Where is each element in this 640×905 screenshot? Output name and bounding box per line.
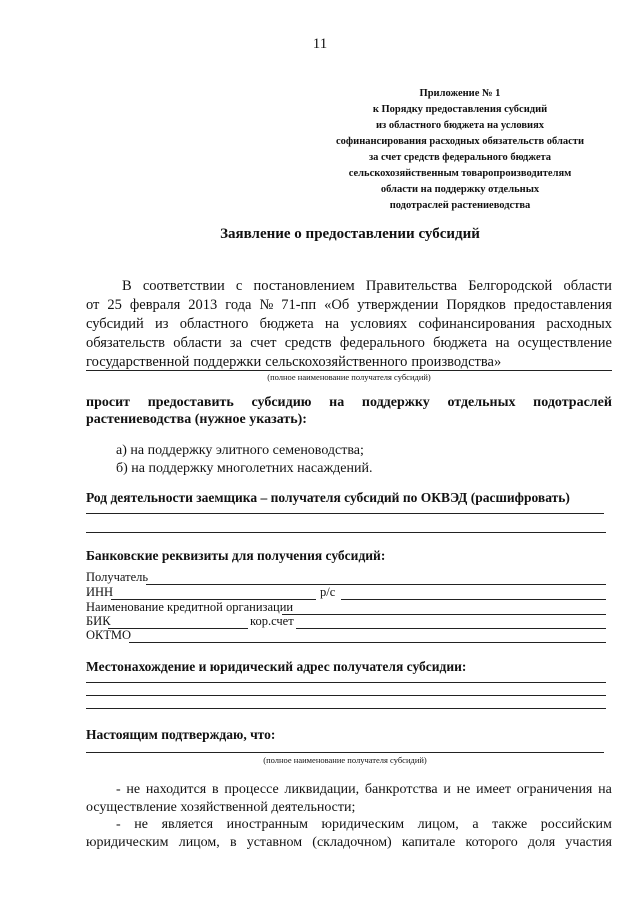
statement-2b-word: капитале: [401, 835, 456, 850]
request-word: на: [329, 395, 345, 410]
appendix-line: софинансирования расходных обязательств области: [335, 136, 585, 147]
intro-word: предоставления: [513, 297, 612, 313]
appendix-line: за счет средств федерального бюджета: [368, 152, 552, 163]
account-label: р/с: [320, 585, 336, 599]
intro-word: от: [86, 297, 100, 313]
appendix-line: из областного бюджета на условиях: [375, 120, 545, 131]
statement-1-line-1: [116, 782, 612, 798]
recipient-name-caption-2: (полное наименование получателя субсидий): [263, 755, 427, 765]
statement-1-word: банкротства: [364, 782, 438, 797]
statement-2-word: а: [472, 817, 479, 832]
statement-1-word: и: [443, 782, 451, 797]
intro-word: «Об: [324, 297, 350, 313]
statement-2b-word: в: [229, 835, 237, 850]
statement-2b-word: уставном: [246, 835, 303, 850]
intro-word: 71-пп: [281, 297, 317, 313]
appendix-line: Приложение № 1: [419, 88, 501, 99]
request-word: предоставить: [147, 395, 234, 410]
intro-line: [86, 296, 612, 315]
statement-2b-word: юридическим: [86, 835, 169, 850]
intro-word: софинансирования: [418, 316, 536, 332]
intro-word: В: [122, 278, 132, 294]
request-word: подотраслей: [533, 395, 612, 410]
oktmo-label: ОКТМО: [86, 628, 131, 642]
intro-word: соответствии: [142, 278, 225, 294]
corr-account-label: кор.счет: [250, 614, 294, 628]
intro-word: 2013: [188, 297, 218, 313]
appendix-line: области на поддержку отдельных: [380, 184, 540, 195]
statement-2-line-2: [86, 835, 612, 851]
intro-paragraph: [86, 277, 612, 372]
appendix-header: [300, 86, 620, 214]
intro-word: областного: [179, 316, 249, 332]
statement-1-line-2: осуществление хозяйственной деятельности;: [86, 800, 356, 815]
intro-word: Правительства: [365, 278, 458, 294]
statement-2-word: российским: [540, 817, 612, 832]
statement-2b-word: лицом,: [178, 835, 220, 850]
statement-2-word: юридическим: [321, 817, 405, 832]
intro-word: производства»: [411, 354, 502, 370]
statement-2-word: лицом,: [417, 817, 459, 832]
intro-word: обязательств: [86, 335, 165, 351]
statement-2-word: иностранным: [226, 817, 308, 832]
intro-word: года: [225, 297, 252, 313]
request-word: субсидию: [251, 395, 312, 410]
option-elite-seeds[interactable]: а) на поддержку элитного семеноводства;: [116, 443, 364, 458]
appendix-line: к Порядку предоставления субсидий: [372, 104, 548, 115]
intro-line: [86, 315, 612, 334]
account-field[interactable]: [341, 599, 606, 600]
intro-word: на: [324, 316, 340, 332]
intro-word: февраля: [129, 297, 181, 313]
address-line-2[interactable]: [86, 695, 606, 696]
intro-word: области: [563, 278, 612, 294]
intro-word: утверждении: [357, 297, 439, 313]
intro-word: на: [495, 335, 510, 351]
intro-line: [86, 277, 612, 296]
statement-2-word: -: [116, 817, 121, 832]
option-perennial-plantings[interactable]: б) на поддержку многолетних насаждений.: [116, 461, 373, 476]
intro-word: сельскохозяйственного: [265, 354, 408, 370]
statement-1-word: находится: [145, 782, 207, 797]
intro-word: счет: [250, 335, 277, 351]
statement-2-word: не: [134, 817, 148, 832]
bank-heading: Банковские реквизиты для получения субсидий:: [86, 548, 386, 563]
intro-word: постановлением: [253, 278, 355, 294]
recipient-name-line-2[interactable]: [86, 752, 604, 753]
address-heading: Местонахождение и юридический адрес получателя субсидии:: [86, 659, 467, 674]
corr-account-field[interactable]: [296, 628, 606, 629]
oktmo-field[interactable]: [129, 642, 606, 643]
intro-word: за: [229, 335, 243, 351]
recipient-label: Получатель: [86, 570, 149, 584]
intro-word: Белгородской: [468, 278, 553, 294]
statement-1-word: ограничения: [516, 782, 593, 797]
intro-word: бюджета: [259, 316, 314, 332]
recipient-name-line[interactable]: [86, 370, 612, 371]
request-word: поддержку: [361, 395, 430, 410]
intro-word: Порядков: [446, 297, 506, 313]
statement-1-word: ликвидации,: [284, 782, 360, 797]
intro-word: №: [259, 297, 274, 313]
recipient-field[interactable]: [146, 584, 606, 585]
document-title: Заявление о предоставлении субсидий: [220, 226, 480, 242]
intro-line: [86, 334, 612, 353]
address-line-3[interactable]: [86, 708, 606, 709]
request-word: просит: [86, 395, 131, 410]
okved-line-2[interactable]: [86, 532, 606, 533]
intro-word: поддержки: [193, 354, 262, 370]
statement-2-word: также: [492, 817, 528, 832]
statement-1-word: на: [598, 782, 612, 797]
intro-word: осуществление: [517, 335, 612, 351]
statement-2b-word: доля: [527, 835, 556, 850]
statement-1-word: имеет: [476, 782, 511, 797]
appendix-line: подотраслей растениеводства: [389, 200, 531, 211]
inn-label: ИНН: [86, 585, 114, 599]
statement-1-word: процессе: [224, 782, 279, 797]
page-number: 11: [312, 36, 328, 52]
okved-heading: Род деятельности заемщика – получателя субсидий по ОКВЭД (расшифровать): [86, 490, 570, 505]
bik-label: БИК: [86, 614, 111, 628]
statement-1-word: не: [126, 782, 141, 797]
intro-word: средств: [284, 335, 332, 351]
intro-word: с: [235, 278, 243, 294]
statement-1-word: -: [116, 782, 121, 797]
intro-word: субсидий: [86, 316, 144, 332]
address-line-1[interactable]: [86, 682, 606, 683]
intro-word: условиях: [350, 316, 408, 332]
request-line-2: растениеводства (нужное указать):: [86, 412, 307, 427]
intro-word: государственной: [86, 354, 190, 370]
okved-line-1[interactable]: [86, 513, 604, 514]
statement-2b-word: (складочном): [312, 835, 392, 850]
intro-word: области: [173, 335, 222, 351]
statement-1-word: не: [456, 782, 471, 797]
statement-1-word: в: [211, 782, 219, 797]
statement-2b-word: участия: [565, 835, 612, 850]
statement-2-word: является: [161, 817, 214, 832]
credit-org-label: Наименование кредитной организации: [86, 600, 294, 614]
statement-2-line-1: [116, 817, 612, 833]
intro-word: федерального: [339, 335, 425, 351]
intro-word: из: [155, 316, 169, 332]
intro-word: бюджета: [433, 335, 488, 351]
appendix-line: сельскохозяйственным товаропроизводителям: [348, 168, 572, 179]
credit-org-field[interactable]: [282, 614, 606, 615]
request-line: [86, 395, 612, 411]
recipient-name-caption: (полное наименование получателя субсидий): [267, 372, 431, 382]
statement-2b-word: которого: [465, 835, 518, 850]
confirm-heading: Настоящим подтверждаю, что:: [86, 727, 276, 742]
intro-word: расходных: [546, 316, 612, 332]
request-word: отдельных: [447, 395, 516, 410]
intro-word: 25: [107, 297, 122, 313]
